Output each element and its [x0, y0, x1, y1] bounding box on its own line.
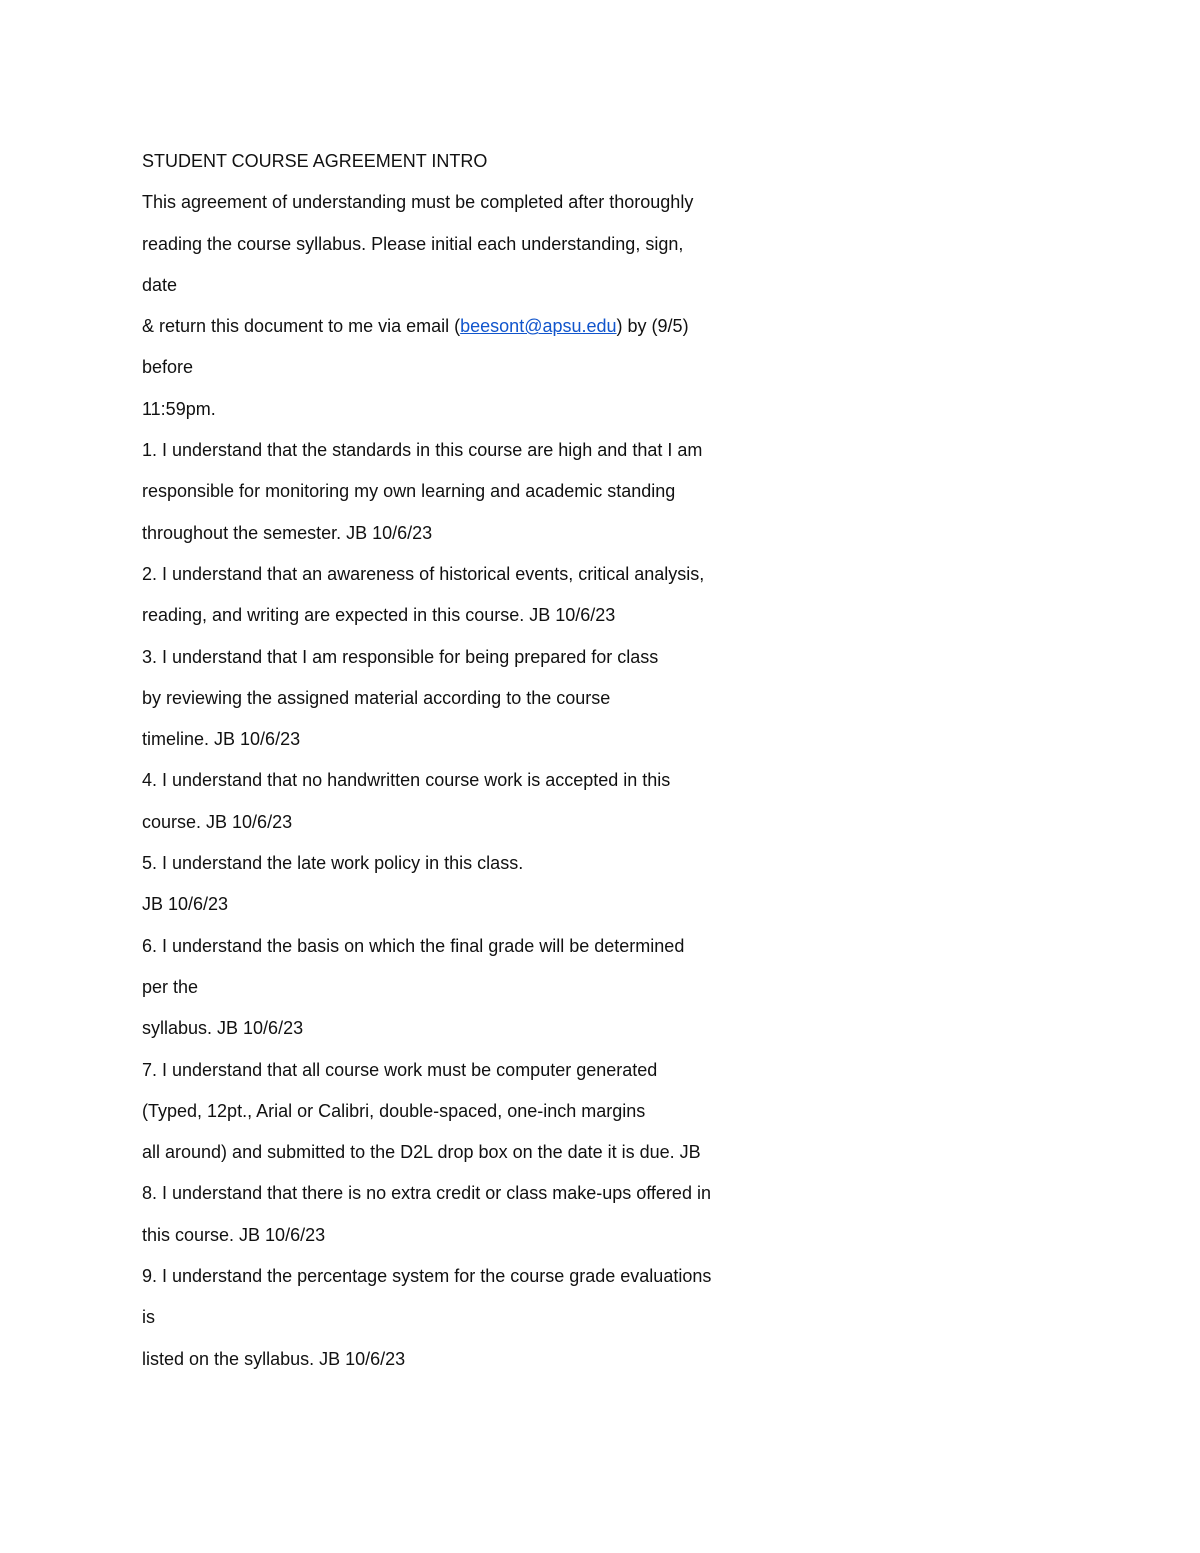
item-7-line-2: (Typed, 12pt., Arial or Calibri, double-spaced, one-inch margins — [142, 1100, 646, 1121]
item-2-line-2: reading, and writing are expected in this course. JB 10/6/23 — [142, 605, 616, 626]
item-1-line-2: responsible for monitoring my own learning and academic standing — [142, 481, 676, 502]
item-7-line-3: all around) and submitted to the D2L drop box on the date it is due. JB — [142, 1142, 701, 1163]
item-6-line-2: per the — [142, 976, 199, 997]
item-3-line-2: by reviewing the assigned material according to the course — [142, 687, 611, 708]
intro-line-3: date — [142, 274, 178, 295]
item-1-line-1: 1. I understand that the standards in this course are high and that I am — [142, 440, 703, 461]
item-8-line-1: 8. I understand that there is no extra credit or class make-ups offered in — [142, 1183, 711, 1204]
intro-line-1: This agreement of understanding must be completed after thoroughly — [142, 192, 694, 213]
intro-line-4 — [142, 306, 1082, 347]
item-9-line-1: 9. I understand the percentage system for the course grade evaluations — [142, 1266, 712, 1287]
item-6-line-3: syllabus. JB 10/6/23 — [142, 1018, 304, 1039]
intro-line-2: reading the course syllabus. Please initial each understanding, sign, — [142, 233, 684, 254]
item-7-line-1: 7. I understand that all course work must be computer generated — [142, 1059, 658, 1080]
item-1-line-3: throughout the semester. JB 10/6/23 — [142, 522, 433, 543]
item-9-line-3: listed on the syllabus. JB 10/6/23 — [142, 1348, 406, 1369]
intro-line-6: 11:59pm. — [142, 398, 216, 419]
item-8-line-2: this course. JB 10/6/23 — [142, 1224, 326, 1245]
item-3-line-3: timeline. JB 10/6/23 — [142, 729, 301, 750]
item-5-line-1: 5. I understand the late work policy in this class. — [142, 853, 524, 874]
item-4-line-1: 4. I understand that no handwritten course work is accepted in this — [142, 770, 671, 791]
document-body — [142, 141, 1082, 1380]
intro-line-5: before — [142, 357, 194, 378]
item-2-line-1: 2. I understand that an awareness of historical events, critical analysis, — [142, 563, 705, 584]
document-title: STUDENT COURSE AGREEMENT INTRO — [142, 151, 488, 171]
item-6-line-1: 6. I understand the basis on which the final grade will be determined — [142, 935, 685, 956]
item-3-line-1: 3. I understand that I am responsible for being prepared for class — [142, 646, 659, 667]
intro-line-4-pre: & return this document to me via email ( — [142, 316, 461, 337]
item-9-line-2: is — [142, 1307, 155, 1328]
intro-line-4-post: ) by (9/5) — [616, 316, 689, 337]
item-4-line-2: course. JB 10/6/23 — [142, 811, 293, 832]
email-link[interactable]: beesont@apsu.edu — [460, 316, 617, 337]
item-5-line-2: JB 10/6/23 — [142, 894, 229, 915]
